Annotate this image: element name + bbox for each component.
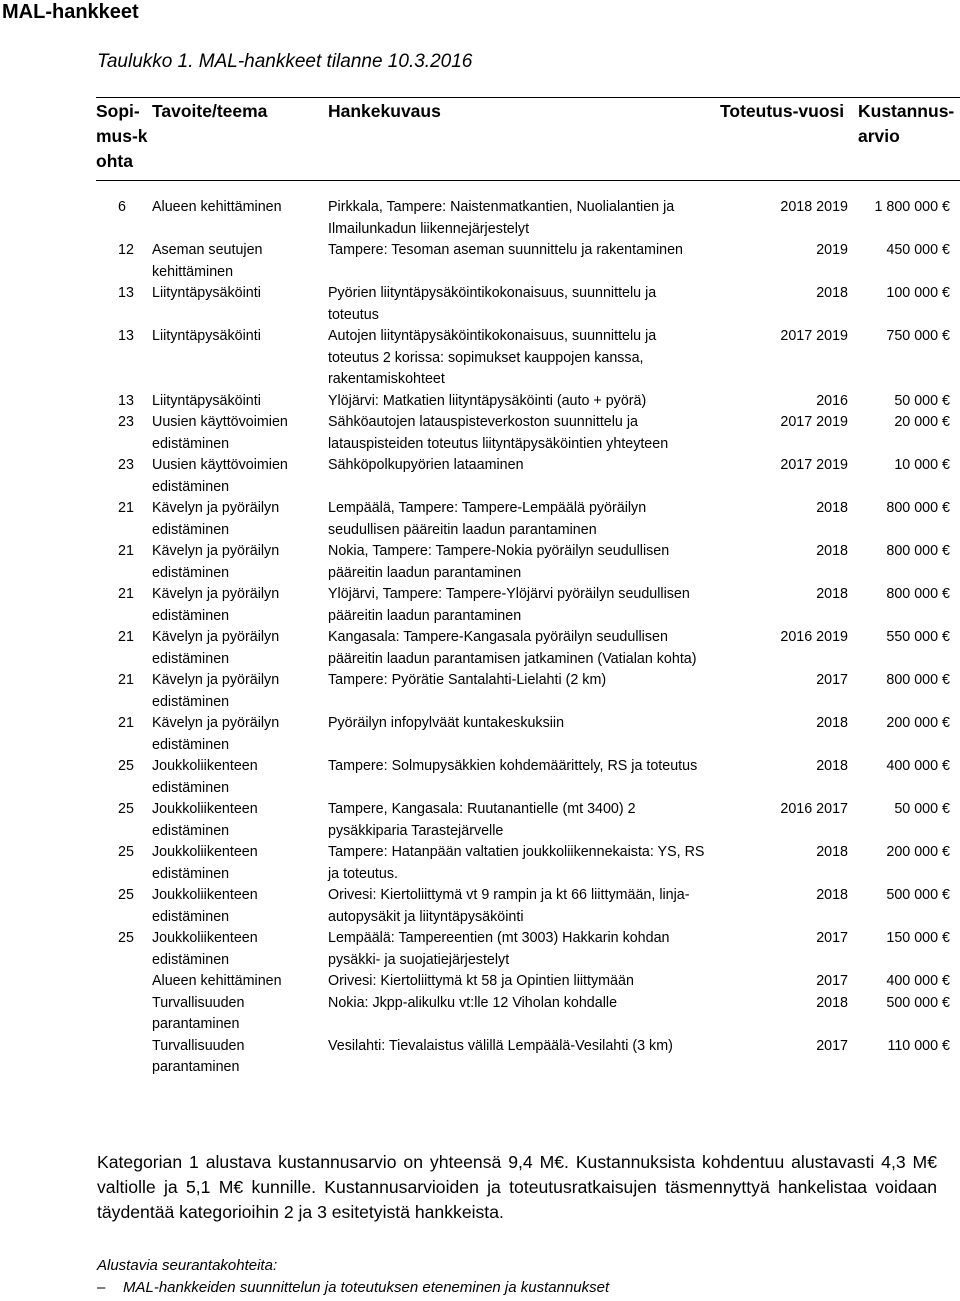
row-arvio: 20 000 €: [894, 414, 950, 430]
row-kohta: 21: [118, 672, 134, 688]
row-arvio: 750 000 €: [886, 328, 950, 344]
row-arvio: 450 000 €: [886, 242, 950, 258]
row-vuosi: 2018: [816, 715, 848, 731]
table-row: [96, 584, 960, 627]
followup-item-text: MAL-hankkeiden suunnittelun ja toteutuksen eteneminen ja kustannukset: [123, 1279, 610, 1296]
table-row: [96, 756, 960, 799]
row-arvio: 800 000 €: [886, 543, 950, 559]
row-arvio: 10 000 €: [894, 457, 950, 473]
row-vuosi: 2017 2019: [780, 414, 848, 430]
projects-table-wrap: [96, 97, 956, 1079]
row-kuvaus: Nokia: Jkpp-alikulku vt:lle 12 Viholan kohdalle: [328, 994, 618, 1011]
row-kohta: [96, 971, 152, 993]
row-teema: Alueen kehittäminen: [152, 973, 282, 989]
projects-table: [96, 97, 960, 1079]
table-row: [96, 928, 960, 971]
row-vuosi: 2019: [816, 242, 848, 258]
row-vuosi: 2016: [816, 392, 848, 409]
row-arvio: 100 000 €: [886, 285, 950, 301]
followup-item: [97, 1278, 609, 1298]
row-arvio: 200 000 €: [886, 715, 950, 731]
row-vuosi: 2017: [816, 672, 848, 688]
table-row: [96, 498, 960, 541]
row-teema: Kävelyn ja pyöräilyn edistäminen: [152, 500, 280, 538]
row-teema: Joukkoliikenteen edistäminen: [152, 844, 258, 882]
row-kohta: 13: [118, 392, 134, 409]
row-arvio: 550 000 €: [886, 629, 950, 645]
row-arvio: 500 000 €: [886, 887, 950, 903]
table-row: [96, 240, 960, 283]
row-vuosi: 2018: [816, 844, 848, 860]
row-vuosi: 2017: [816, 973, 848, 989]
row-kohta: 21: [118, 586, 134, 602]
row-vuosi: 2017 2019: [780, 328, 848, 344]
row-teema: Kävelyn ja pyöräilyn edistäminen: [152, 586, 280, 624]
row-teema: Joukkoliikenteen edistäminen: [152, 801, 258, 839]
row-kuvaus: Pirkkala, Tampere: Naistenmatkantien, Nuolialantien ja Ilmailunkadun liikennejärjestelyt: [328, 199, 675, 237]
table-row: [96, 283, 960, 326]
row-arvio: 50 000 €: [894, 392, 950, 409]
table-row: [96, 670, 960, 713]
header-vuosi: Toteutus-vuosi: [706, 98, 848, 181]
row-vuosi: 2018: [816, 758, 848, 774]
row-kuvaus: Pyörien liityntäpysäköintikokonaisuus, suunnittelu ja toteutus: [328, 285, 657, 323]
row-teema: Kävelyn ja pyöräilyn edistäminen: [152, 672, 280, 710]
row-arvio: 110 000 €: [887, 1037, 950, 1054]
row-kuvaus: Tampere: Hatanpään valtatien joukkoliikennekaista: YS, RS ja toteutus.: [328, 844, 705, 882]
table-row: [96, 1036, 960, 1079]
row-kohta: [96, 1036, 152, 1079]
dash-bullet: –: [97, 1279, 106, 1296]
row-arvio: 800 000 €: [886, 586, 950, 602]
table-caption: Taulukko 1. MAL-hankkeet tilanne 10.3.2016: [97, 51, 473, 72]
row-kuvaus: Tampere: Tesoman aseman suunnittelu ja rakentaminen: [328, 242, 683, 258]
row-vuosi: 2018 2019: [780, 199, 848, 215]
row-vuosi: 2018: [816, 500, 848, 516]
row-vuosi: 2017: [816, 930, 848, 946]
table-row: [96, 326, 960, 391]
table-spacer: [96, 181, 960, 198]
row-kuvaus: Kangasala: Tampere-Kangasala pyöräilyn seudullisen pääreitin laadun parantamisen jatkaminen (Vatialan kohta): [328, 629, 697, 667]
row-kohta: 12: [118, 242, 134, 258]
row-teema: Kävelyn ja pyöräilyn edistäminen: [152, 629, 280, 667]
row-kohta: 23: [118, 457, 134, 473]
row-kuvaus: Lempäälä, Tampere: Tampere-Lempäälä pyöräilyn seudullisen pääreitin laadun parantaminen: [328, 500, 647, 538]
row-teema: Liityntäpysäköinti: [152, 328, 261, 344]
row-teema: Liityntäpysäköinti: [152, 392, 261, 409]
row-teema: Joukkoliikenteen edistäminen: [152, 930, 258, 968]
row-kohta: 13: [118, 328, 134, 344]
row-arvio: 50 000 €: [894, 801, 950, 817]
row-kohta: 25: [118, 930, 134, 946]
row-arvio: 500 000 €: [886, 994, 950, 1011]
row-kuvaus: Sähköpolkupyörien lataaminen: [328, 457, 524, 473]
row-kuvaus: Tampere: Pyörätie Santalahti-Lielahti (2 km): [328, 672, 607, 688]
row-kuvaus: Autojen liityntäpysäköintikokonaisuus, suunnittelu ja toteutus 2 korissa: sopimukset kauppojen kanssa, rakentamiskohteet: [328, 328, 657, 387]
table-row: [96, 713, 960, 756]
table-row: [96, 885, 960, 928]
row-arvio: 200 000 €: [886, 844, 950, 860]
row-teema: Turvallisuuden parantaminen: [152, 994, 245, 1032]
row-vuosi: 2018: [816, 887, 848, 903]
row-teema: Joukkoliikenteen edistäminen: [152, 758, 258, 796]
table-row: [96, 799, 960, 842]
row-arvio: 400 000 €: [886, 973, 950, 989]
table-row: [96, 627, 960, 670]
row-vuosi: 2018: [816, 543, 848, 559]
row-teema: Aseman seutujen kehittäminen: [152, 242, 263, 280]
row-kohta: 25: [118, 758, 134, 774]
row-arvio: 800 000 €: [886, 672, 950, 688]
row-teema: Joukkoliikenteen edistäminen: [152, 887, 258, 925]
row-kohta: 25: [118, 844, 134, 860]
row-kuvaus: Orivesi: Kiertoliittymä vt 9 rampin ja kt 66 liittymään, linja-autopysäkit ja liityntäpysäköinti: [328, 887, 690, 925]
row-vuosi: 2017: [816, 1037, 848, 1054]
cost-summary: Kategorian 1 alustava kustannusarvio on yhteensä 9,4 M€. Kustannuksista kohdentuu alustavasti 4,3 M€ valtiolle ja 5,1 M€ kunnille. Kustannusarvioiden ja toteutusratkaisujen täsmennyttyä hankelistaa voidaan täydentää kategorioihin 2 ja 3 esitetyistä hankkeista.: [97, 1152, 937, 1222]
row-teema: Uusien käyttövoimien edistäminen: [152, 414, 288, 452]
row-kohta: 25: [118, 801, 134, 817]
table-body: [96, 181, 960, 1079]
row-kuvaus: Vesilahti: Tievalaistus välillä Lempäälä-Vesilahti (3 km): [328, 1037, 673, 1054]
row-kohta: 13: [118, 285, 134, 301]
row-kuvaus: Pyöräilyn infopylväät kuntakeskuksiin: [328, 715, 565, 731]
row-arvio: 800 000 €: [886, 500, 950, 516]
row-kohta: 21: [118, 715, 134, 731]
header-teema: Tavoite/teema: [152, 98, 328, 181]
row-kohta: 6: [118, 199, 126, 215]
row-kuvaus: Lempäälä: Tampereentien (mt 3003) Hakkarin kohdan pysäkki- ja suojatiejärjestelyt: [328, 930, 670, 968]
table-row: [96, 197, 960, 240]
row-kuvaus: Tampere, Kangasala: Ruutanantielle (mt 3400) 2 pysäkkiparia Tarastejärvelle: [328, 801, 636, 839]
row-kohta: 21: [118, 629, 134, 645]
row-vuosi: 2018: [816, 586, 848, 602]
row-arvio: 1 800 000 €: [874, 199, 950, 215]
row-kuvaus: Tampere: Solmupysäkkien kohdemäärittely, RS ja toteutus: [328, 758, 698, 774]
table-row: [96, 842, 960, 885]
row-vuosi: 2018: [816, 285, 848, 301]
row-vuosi: 2016 2019: [780, 629, 848, 645]
row-teema: Kävelyn ja pyöräilyn edistäminen: [152, 715, 280, 753]
row-kuvaus: Ylöjärvi, Tampere: Tampere-Ylöjärvi pyöräilyn seudullisen pääreitin laadun parantaminen: [328, 586, 690, 624]
row-vuosi: 2016 2017: [780, 801, 848, 817]
row-kuvaus: Ylöjärvi: Matkatien liityntäpysäköinti (auto + pyörä): [328, 392, 647, 409]
row-kohta: 23: [118, 414, 134, 430]
row-vuosi: 2017 2019: [780, 457, 848, 473]
followup-title: Alustavia seurantakohteita:: [97, 1257, 278, 1274]
row-vuosi: 2018: [816, 994, 848, 1011]
row-teema: Liityntäpysäköinti: [152, 285, 261, 301]
table-row: [96, 412, 960, 455]
table-header-row: [96, 98, 960, 181]
header-arvio: Kustannus-arvio: [848, 98, 960, 181]
header-kohta: Sopi-mus-kohta: [96, 98, 152, 181]
row-kohta: 21: [118, 500, 134, 516]
table-row: [96, 455, 960, 498]
header-kuvaus: Hankekuvaus: [328, 98, 706, 181]
row-teema: Turvallisuuden parantaminen: [152, 1037, 245, 1075]
row-kuvaus: Nokia, Tampere: Tampere-Nokia pyöräilyn seudullisen pääreitin laadun parantaminen: [328, 543, 670, 581]
row-kuvaus: Orivesi: Kiertoliittymä kt 58 ja Opintien liittymään: [328, 973, 634, 989]
table-row: [96, 541, 960, 584]
table-row: [96, 993, 960, 1036]
row-arvio: 400 000 €: [886, 758, 950, 774]
row-teema: Kävelyn ja pyöräilyn edistäminen: [152, 543, 280, 581]
row-teema: Alueen kehittäminen: [152, 199, 282, 215]
row-kuvaus: Sähköautojen latauspisteverkoston suunnittelu ja latauspisteiden toteutus liityntäpysäköintien yhteyteen: [328, 414, 669, 452]
page-heading: MAL-hankkeet: [2, 1, 139, 23]
table-row: [96, 971, 960, 993]
table-row: [96, 391, 960, 413]
row-kohta: 21: [118, 543, 134, 559]
row-teema: Uusien käyttövoimien edistäminen: [152, 457, 288, 495]
row-arvio: 150 000 €: [886, 930, 950, 946]
row-kohta: [96, 993, 152, 1036]
row-kohta: 25: [118, 887, 134, 903]
